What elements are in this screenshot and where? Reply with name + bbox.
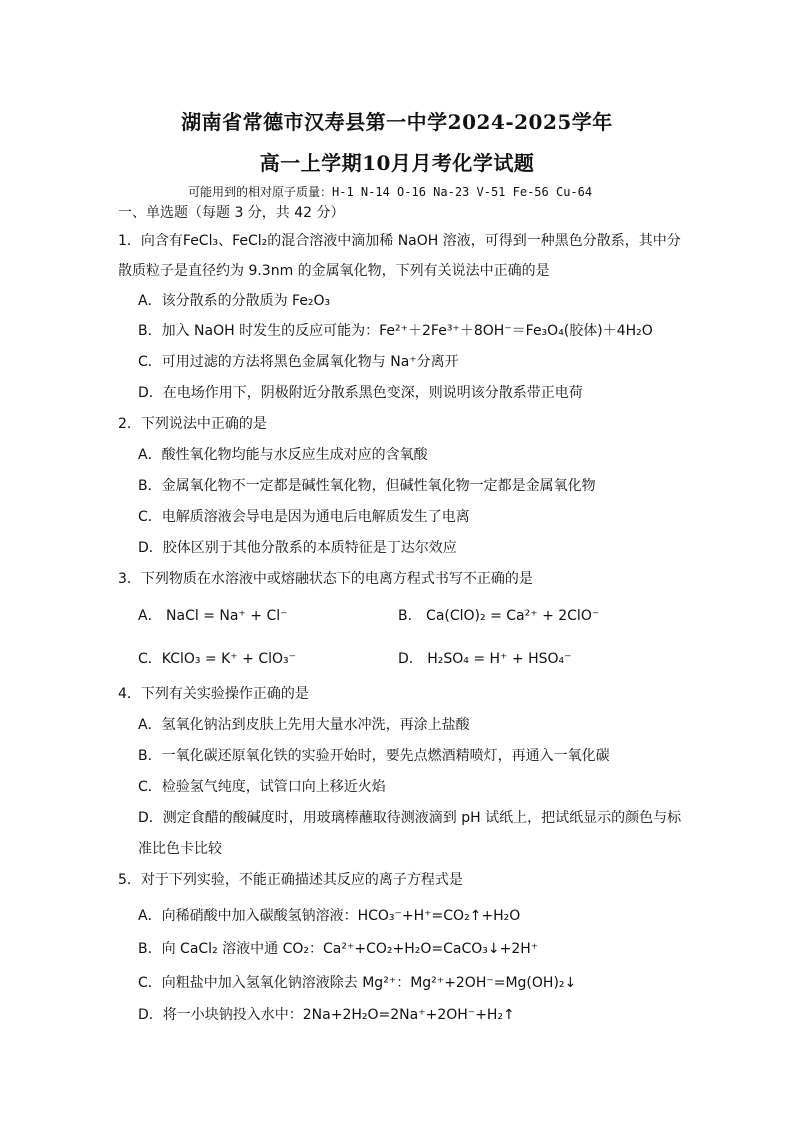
question-1-stem-line2: 散质粒子是直径约为 9.3nm 的金属氧化物，下列有关说法中正确的是 — [118, 263, 550, 279]
question-3-option-c: C．KClO₃ = K⁺ + ClO₃⁻ — [138, 651, 297, 667]
question-2-option-c: C．电解质溶液会导电是因为通电后电解质发生了电离 — [138, 509, 470, 525]
question-5-stem: 5．对于下列实验，不能正确描述其反应的离子方程式是 — [118, 872, 463, 888]
question-5-option-d: D．将一小块钠投入水中：2Na+2H₂O=2Na⁺+2OH⁻+H₂↑ — [138, 1007, 515, 1023]
question-5-option-a: A．向稀硝酸中加入碳酸氢钠溶液：HCO₃⁻+H⁺=CO₂↑+H₂O — [138, 908, 521, 924]
question-3-stem: 3．下列物质在水溶液中或熔融状态下的电离方程式书写不正确的是 — [118, 571, 533, 587]
question-4-option-a: A．氢氧化钠沾到皮肤上先用大量水冲洗，再涂上盐酸 — [138, 717, 470, 733]
exam-title-line1: 湖南省常德市汉寿县第一中学2024-2025学年 — [181, 110, 613, 134]
question-1-option-b: B．加入 NaOH 时发生的反应可能为：Fe²⁺＋2Fe³⁺＋8OH⁻＝Fe₃O₄(胶体)＋4H₂O — [138, 323, 653, 339]
question-4-option-b: B．一氧化碳还原氧化铁的实验开始时，要先点燃酒精喷灯，再通入一氧化碳 — [138, 748, 610, 764]
question-1-option-a: A．该分散系的分散质为 Fe₂O₃ — [138, 293, 331, 309]
exam-title-line2: 高一上学期10月月考化学试题 — [259, 151, 535, 175]
question-4-stem: 4．下列有关实验操作正确的是 — [118, 686, 309, 702]
question-1-option-d: D．在电场作用下，阴极附近分散系黑色变深，则说明该分散系带正电荷 — [138, 385, 583, 401]
question-4-option-d-line2: 准比色卡比较 — [138, 841, 222, 857]
question-4-option-c: C．检验氢气纯度，试管口向上移近火焰 — [138, 779, 386, 795]
question-3-option-a: A． NaCl = Na⁺ + Cl⁻ — [138, 608, 288, 624]
question-5-option-b: B．向 CaCl₂ 溶液中通 CO₂：Ca²⁺+CO₂+H₂O=CaCO₃↓+2H⁺ — [138, 941, 539, 957]
question-1-option-c: C．可用过滤的方法将黑色金属氧化物与 Na⁺分离开 — [138, 354, 459, 370]
atomic-masses-note: 可能用到的相对原子质量：H-1 N-14 O-16 Na-23 V-51 Fe-56 Cu-64 — [188, 185, 593, 199]
question-4-option-d-line1: D．测定食醋的酸碱度时，用玻璃棒蘸取待测液滴到 pH 试纸上，把试纸显示的颜色与标 — [138, 810, 682, 826]
question-1-stem-line1: 1．向含有FeCl₃、FeCl₂的混合溶液中滴加稀 NaOH 溶液，可得到一种黑色分散系，其中分 — [118, 233, 681, 249]
question-2-option-b: B．金属氧化物不一定都是碱性氧化物，但碱性氧化物一定都是金属氧化物 — [138, 478, 596, 494]
section-heading: 一、单选题（每题 3 分，共 42 分） — [118, 205, 345, 221]
question-2-option-d: D．胶体区别于其他分散系的本质特征是丁达尔效应 — [138, 540, 457, 556]
question-3-option-b: B． Ca(ClO)₂ = Ca²⁺ + 2ClO⁻ — [398, 608, 600, 624]
question-2-stem: 2．下列说法中正确的是 — [118, 416, 267, 432]
question-2-option-a: A．酸性氧化物均能与水反应生成对应的含氧酸 — [138, 447, 428, 463]
question-3-option-d: D． H₂SO₄ = H⁺ + HSO₄⁻ — [398, 651, 572, 667]
question-5-option-c: C．向粗盐中加入氢氧化钠溶液除去 Mg²⁺：Mg²⁺+2OH⁻=Mg(OH)₂↓ — [138, 975, 577, 991]
